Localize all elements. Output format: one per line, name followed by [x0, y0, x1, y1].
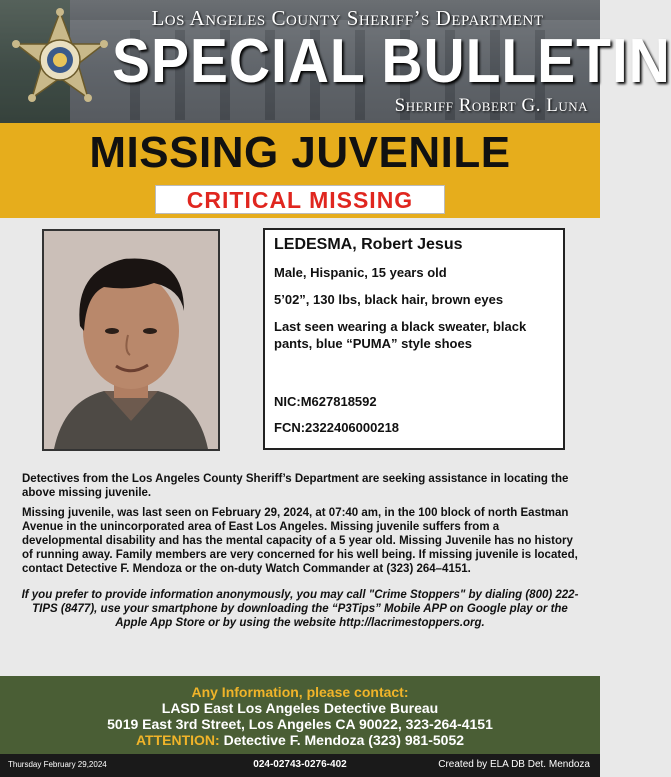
contact-bureau: LASD East Los Angeles Detective Bureau	[161, 700, 439, 716]
special-bulletin-heading: SPECIAL BULLETIN	[112, 27, 671, 96]
attention-label: ATTENTION:	[135, 732, 220, 748]
footer-date: Thursday February 29,2024	[8, 760, 107, 769]
attention-detective: Detective F. Mendoza (323) 981-5052	[223, 732, 465, 748]
nic-number: NIC:M627818592	[274, 394, 377, 409]
contact-attention	[0, 732, 600, 748]
missing-person-photo	[42, 229, 220, 451]
page-title: MISSING JUVENILE	[89, 128, 511, 177]
details-paragraph: Missing juvenile, was last seen on February 29, 2024, at 07:40 am, in the 100 block of north Eastman Avenue in the unincorporated area of East Los Angeles. Missing juvenile suffers from a developmental disability and has the mental capacity of a 5 year old. Missing Juvenile has no history of running away. Family members are very concerned for his well being. If missing juvenile is located, contact Detective F. Mendoza or the on-duty Watch Commander at (323) 264–4151.	[22, 507, 578, 575]
critical-missing-badge: CRITICAL MISSING	[155, 185, 445, 214]
person-physical-description: 5’02”, 130 lbs, black hair, brown eyes	[274, 292, 504, 307]
sheriff-star-badge-icon	[14, 10, 106, 114]
fcn-number: FCN:2322406000218	[274, 420, 400, 435]
contact-address: 5019 East 3rd Street, Los Angeles CA 90022, 323-264-4151	[107, 716, 493, 732]
person-name: LEDESMA, Robert Jesus	[274, 236, 463, 253]
person-demographics: Male, Hispanic, 15 years old	[274, 265, 447, 280]
intro-paragraph: Detectives from the Los Angeles County Sheriff’s Department are seeking assistance in locating the above missing juvenile.	[22, 473, 569, 499]
footer-created-by: Created by ELA DB Det. Mendoza	[438, 759, 590, 770]
footer-case-number: 024-02743-0276-402	[253, 759, 347, 770]
contact-section	[0, 676, 600, 754]
contact-heading: Any Information, please contact:	[191, 684, 409, 700]
header-banner	[0, 0, 671, 123]
person-details-box	[263, 228, 565, 450]
portrait-illustration	[44, 231, 218, 449]
person-clothing: Last seen wearing a black sweater, black pants, blue “PUMA” style shoes	[274, 319, 527, 351]
sheriff-name: Sheriff Robert G. Luna	[394, 95, 588, 116]
department-name: Los Angeles County Sheriff’s Department	[151, 6, 544, 30]
footer-bar	[0, 754, 600, 777]
crime-stoppers-paragraph: If you prefer to provide information anonymously, you may call "Crime Stoppers" by dialing (800) 222-TIPS (8477), use your smartphone by downloading the “P3Tips” Mobile APP on Google play or the Apple App Store or by using the website http://lacrimestoppers.org.	[21, 589, 579, 629]
